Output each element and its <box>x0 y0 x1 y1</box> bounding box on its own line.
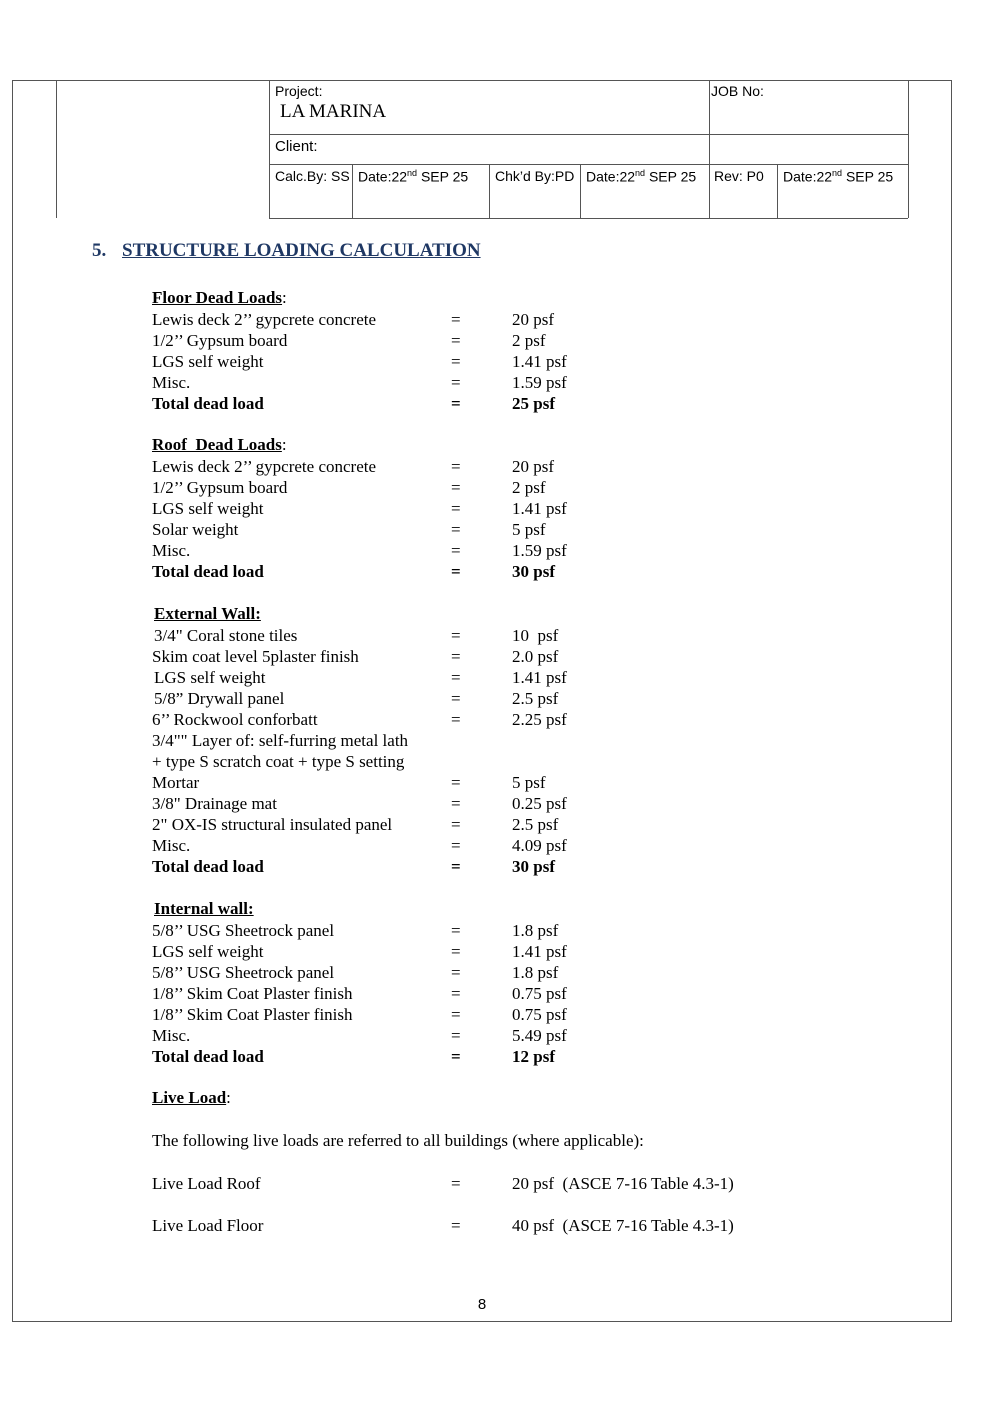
row-label: Mortar <box>152 773 200 792</box>
row-value: 1.41 psf <box>512 499 567 518</box>
row-value: 1.41 psf <box>512 668 567 687</box>
header-bottom-line <box>269 218 908 219</box>
row-label: Total dead load <box>152 394 264 413</box>
row-value: 4.09 psf <box>512 836 567 855</box>
header-row-line-2 <box>269 164 908 165</box>
row-label: Total dead load <box>152 562 264 581</box>
row-equals: = <box>451 815 461 834</box>
row-label: 3/4"" Layer of: self-furring metal lath <box>152 731 409 750</box>
row-label: Lewis deck 2’’ gypcrete concrete <box>152 457 377 476</box>
row-label: Total dead load <box>152 1047 264 1066</box>
row-label: 6’’ Rockwool conforbatt <box>152 710 318 729</box>
row-label: 5/8’’ USG Sheetrock panel <box>152 963 335 982</box>
row-equals: = <box>451 1005 461 1024</box>
header-left-divider <box>56 80 57 218</box>
row-equals: = <box>451 457 461 476</box>
row-label: 1/2’’ Gypsum board <box>152 478 288 497</box>
floor-dead-heading: Floor Dead Loads: <box>152 288 287 307</box>
row-label: 1/8’’ Skim Coat Plaster finish <box>152 984 353 1003</box>
section-heading <box>92 240 481 262</box>
row-value: 2.25 psf <box>512 710 567 729</box>
section-title: STRUCTURE LOADING CALCULATION <box>122 240 481 261</box>
row-equals: = <box>451 942 461 961</box>
row-value: 20 psf (ASCE 7-16 Table 4.3-1) <box>512 1174 734 1193</box>
row-equals: = <box>451 963 461 982</box>
row-equals: = <box>451 499 461 518</box>
row-label: LGS self weight <box>152 352 264 371</box>
row-label: LGS self weight <box>152 942 264 961</box>
row-equals: = <box>451 352 461 371</box>
job-label: JOB No: <box>711 83 764 99</box>
row-label: LGS self weight <box>152 499 264 518</box>
row-equals: = <box>451 794 461 813</box>
header-col-divider-2 <box>489 164 490 218</box>
row-equals: = <box>451 1026 461 1045</box>
row-equals: = <box>451 1216 461 1235</box>
row-value: 2.5 psf <box>512 689 559 708</box>
row-equals: = <box>451 1047 461 1066</box>
row-equals: = <box>451 331 461 350</box>
live-load-heading: Live Load: <box>152 1088 231 1107</box>
row-label: LGS self weight <box>154 668 266 687</box>
row-label: Misc. <box>152 1026 191 1045</box>
row-value: 2 psf <box>512 331 546 350</box>
row-equals: = <box>451 921 461 940</box>
row-label: Misc. <box>152 836 191 855</box>
external-wall-heading: External Wall: <box>154 604 261 623</box>
row-label: Solar weight <box>152 520 239 539</box>
row-equals: = <box>451 647 461 666</box>
row-equals: = <box>451 773 461 792</box>
row-value: 12 psf <box>512 1047 555 1066</box>
checked-by: Chk’d By:PD <box>495 168 575 184</box>
project-name: LA MARINA <box>280 101 387 122</box>
row-equals: = <box>451 857 461 876</box>
row-label: Lewis deck 2’’ gypcrete concrete <box>152 310 377 329</box>
row-label: Total dead load <box>152 857 264 876</box>
row-equals: = <box>451 689 461 708</box>
row-value: 25 psf <box>512 394 555 413</box>
row-value: 5 psf <box>512 520 546 539</box>
row-label: Misc. <box>152 373 191 392</box>
row-value: 1.8 psf <box>512 963 559 982</box>
row-label: 2" OX-IS structural insulated panel <box>152 815 393 834</box>
revision-date: Date:22nd SEP 25 <box>783 168 894 185</box>
row-value: 2 psf <box>512 478 546 497</box>
row-label: 1/2’’ Gypsum board <box>152 331 288 350</box>
row-value: 1.59 psf <box>512 373 567 392</box>
row-label: 1/8’’ Skim Coat Plaster finish <box>152 1005 353 1024</box>
header-right-line <box>908 80 909 218</box>
roof-dead-heading: Roof Dead Loads: <box>152 435 287 454</box>
row-equals: = <box>451 984 461 1003</box>
calc-date: Date:22nd SEP 25 <box>358 168 469 185</box>
row-label: 3/4" Coral stone tiles <box>154 626 298 645</box>
row-value: 1.41 psf <box>512 352 567 371</box>
row-value: 5 psf <box>512 773 546 792</box>
row-equals: = <box>451 1174 461 1193</box>
row-equals: = <box>451 626 461 645</box>
internal-wall-heading: Internal wall: <box>154 899 254 918</box>
row-value: 20 psf <box>512 457 555 476</box>
row-equals: = <box>451 310 461 329</box>
row-label: 5/8’’ USG Sheetrock panel <box>152 921 335 940</box>
header-top-line <box>269 80 908 81</box>
project-label: Project: <box>275 83 323 99</box>
row-equals: = <box>451 394 461 413</box>
row-equals: = <box>451 478 461 497</box>
header-left-line <box>269 80 270 218</box>
live-load-intro: The following live loads are referred to all buildings (where applicable): <box>152 1131 644 1150</box>
check-date: Date:22nd SEP 25 <box>586 168 697 185</box>
row-value: 1.41 psf <box>512 942 567 961</box>
revision: Rev: P0 <box>714 168 764 184</box>
row-value: 2.0 psf <box>512 647 559 666</box>
row-value: 5.49 psf <box>512 1026 567 1045</box>
row-equals: = <box>451 373 461 392</box>
header-col-divider-3 <box>580 164 581 218</box>
row-equals: = <box>451 562 461 581</box>
row-value: 30 psf <box>512 857 555 876</box>
row-equals: = <box>451 668 461 687</box>
row-value: 30 psf <box>512 562 555 581</box>
header-col-divider-1 <box>352 164 353 218</box>
client-label: Client: <box>275 138 318 155</box>
row-value: 0.75 psf <box>512 1005 567 1024</box>
row-label: 5/8” Drywall panel <box>154 689 285 708</box>
row-label: Misc. <box>152 541 191 560</box>
header-col-divider-4 <box>777 164 778 218</box>
row-label: + type S scratch coat + type S setting <box>152 752 405 771</box>
row-equals: = <box>451 836 461 855</box>
header-job-divider <box>709 80 710 218</box>
row-label: Live Load Floor <box>152 1216 264 1235</box>
row-equals: = <box>451 541 461 560</box>
row-label: 3/8" Drainage mat <box>152 794 277 813</box>
header-row-line-1 <box>269 134 908 135</box>
row-value: 0.25 psf <box>512 794 567 813</box>
section-number: 5. <box>92 240 107 261</box>
row-equals: = <box>451 710 461 729</box>
row-value: 2.5 psf <box>512 815 559 834</box>
row-value: 0.75 psf <box>512 984 567 1003</box>
calc-by: Calc.By: SS <box>275 168 350 184</box>
row-value: 20 psf <box>512 310 555 329</box>
page-number: 8 <box>477 1296 487 1313</box>
row-value: 1.8 psf <box>512 921 559 940</box>
row-value: 1.59 psf <box>512 541 567 560</box>
row-value: 40 psf (ASCE 7-16 Table 4.3-1) <box>512 1216 734 1235</box>
row-label: Live Load Roof <box>152 1174 261 1193</box>
row-label: Skim coat level 5plaster finish <box>152 647 359 666</box>
row-value: 10 psf <box>512 626 559 645</box>
row-equals: = <box>451 520 461 539</box>
